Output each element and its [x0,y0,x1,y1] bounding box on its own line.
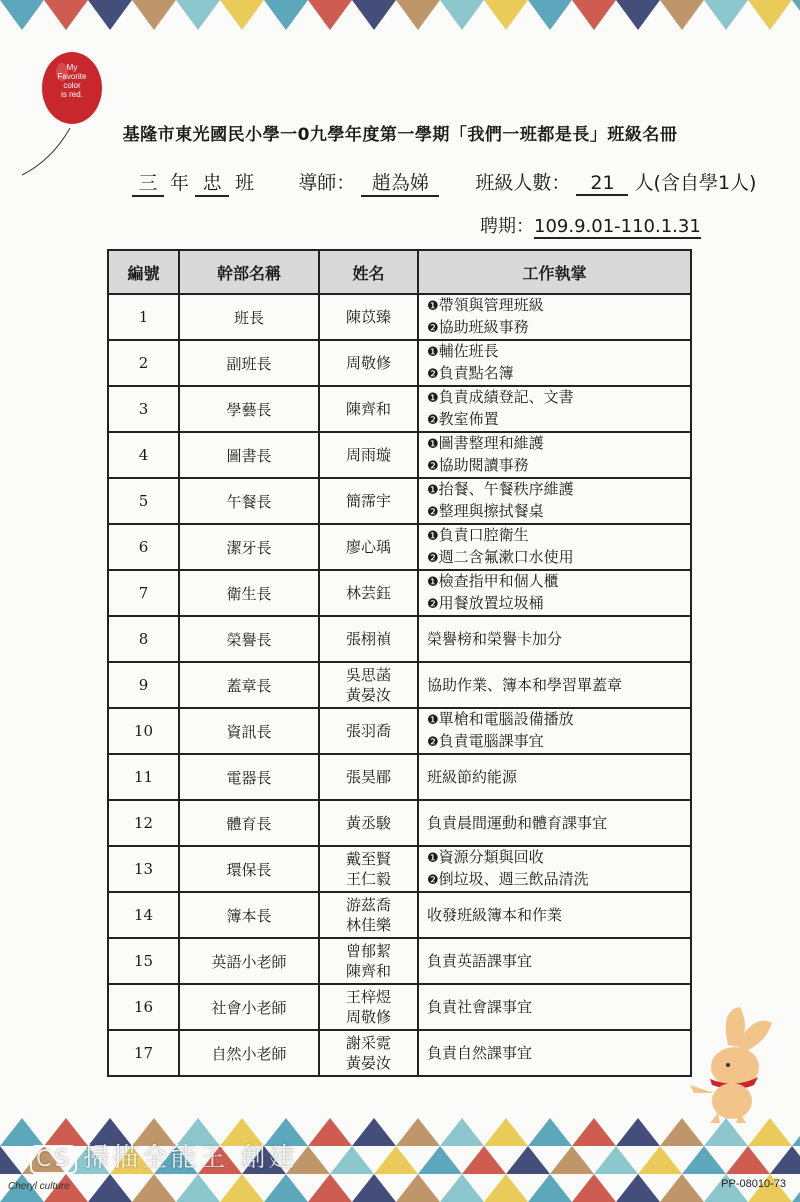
bunting-flag [484,1174,528,1202]
row-duties [418,662,691,708]
balloon-text-line: color [63,81,81,90]
bunting-flag [616,0,660,30]
duty-item [427,295,686,317]
duty-item [427,363,686,385]
row-names [319,478,418,524]
table-row [108,1030,691,1076]
student-name: 張昊郿 [345,768,391,786]
scanner-logo-icon: CS [30,1145,77,1174]
row-number: 4 [108,432,179,478]
row-role: 學藝長 [179,386,319,432]
row-number: 3 [108,386,179,432]
duty-marker: ❷ [427,413,439,428]
row-names [319,432,418,478]
header-name: 姓名 [319,250,418,294]
table-row [108,570,691,616]
duty-text: 週二含氟漱口水使用 [438,548,574,566]
duty-text: 負責成績登記、文書 [438,388,574,406]
bunting-flag [0,1146,22,1174]
duty-marker: ❷ [427,459,439,474]
duty-item [427,593,686,615]
term-period [480,212,701,238]
bunting-flag [528,0,572,30]
row-names [319,1030,418,1076]
student-name: 曾郁絜 [345,942,391,960]
row-number: 16 [108,984,179,1030]
table-row [108,616,691,662]
row-names [319,708,418,754]
duty-marker: ❶ [427,529,439,544]
bunting-flag [352,1118,396,1146]
class-info-line [132,168,756,197]
bunting-flag [308,1174,352,1202]
duty-text: 圖書整理和維護 [438,434,544,452]
row-duties [418,294,691,340]
row-role: 蓋章長 [179,662,319,708]
row-number: 7 [108,570,179,616]
student-name: 謝采霓 [345,1034,391,1052]
row-role: 潔牙長 [179,524,319,570]
duty-marker: ❷ [427,597,439,612]
duty-item [427,951,686,972]
duty-text: 負責社會課事宜 [427,997,533,1016]
table-row [108,386,691,432]
duty-text: 帶領與管理班級 [438,296,544,314]
bunting-flag [484,1118,528,1146]
duty-item [427,387,686,409]
student-name: 陳齊和 [345,400,391,418]
duty-text: 檢查指甲和個人櫃 [438,572,559,590]
row-duties [418,892,691,938]
duty-marker: ❷ [427,735,439,750]
bunting-flag [220,0,264,30]
row-number: 15 [108,938,179,984]
duty-text: 協助作業、簿本和學習單蓋章 [427,675,623,694]
duty-marker: ❷ [427,367,439,382]
class-roster-table [107,249,692,1077]
red-balloon-decoration [22,50,112,184]
row-names [319,846,418,892]
bunting-flag [264,1174,308,1202]
bunting-flag [616,1174,660,1202]
duty-text: 單槍和電腦設備播放 [438,710,574,728]
bunting-flag [308,1118,352,1146]
bunting-flag [88,1174,132,1202]
duty-text: 資源分類與回收 [438,848,544,866]
row-names [319,340,418,386]
bunting-flag [572,1118,616,1146]
table-row [108,846,691,892]
duty-text: 負責自然課事宜 [427,1043,533,1062]
top-bunting-decoration [0,0,800,34]
duty-marker: ❶ [427,851,439,866]
row-role: 社會小老師 [179,984,319,1030]
bunting-flag [396,1174,440,1202]
duty-text: 負責晨間運動和體育課事宜 [427,813,608,832]
bunting-flag [792,0,800,30]
bunting-flag [792,1174,800,1202]
student-name: 張羽喬 [345,722,391,740]
duty-item [427,341,686,363]
student-name: 吳思菡 [345,666,391,684]
row-duties [418,984,691,1030]
duty-item [427,905,686,926]
bunting-flag [44,0,88,30]
duty-item [427,547,686,569]
row-names [319,754,418,800]
duty-marker: ❶ [427,483,439,498]
duty-text: 倒垃圾、週三飲品清洗 [438,870,589,888]
duty-item [427,813,686,834]
bunting-flag [770,1146,800,1174]
duty-marker: ❶ [427,391,439,406]
student-name: 張栩禎 [345,630,391,648]
watermark-text: 掃描全能王 創建 [83,1143,298,1173]
row-role: 副班長 [179,340,319,386]
table-row [108,478,691,524]
row-names [319,294,418,340]
row-names [319,938,418,984]
duty-item [427,997,686,1018]
duty-marker: ❶ [427,713,439,728]
row-role: 體育長 [179,800,319,846]
student-name: 游茲喬 [345,896,391,914]
row-names [319,570,418,616]
duty-text: 用餐放置垃圾桶 [438,594,544,612]
table-header-row [108,250,691,294]
bunting-flag [176,1174,220,1202]
row-duties [418,708,691,754]
row-number: 14 [108,892,179,938]
duty-item [427,869,686,891]
table-row [108,294,691,340]
duty-text: 教室佈置 [438,410,499,428]
row-duties [418,616,691,662]
duty-text: 輔佐班長 [438,342,499,360]
duty-text: 負責點名簿 [438,364,514,382]
student-name: 簡霈宇 [345,492,391,510]
row-number: 1 [108,294,179,340]
row-number: 8 [108,616,179,662]
header-duties: 工作執掌 [418,250,691,294]
bunting-flag [440,1118,484,1146]
row-role: 自然小老師 [179,1030,319,1076]
row-names [319,892,418,938]
class-count-label: 班級人數： [475,172,571,194]
row-role: 電器長 [179,754,319,800]
row-names [319,662,418,708]
bunting-flag [792,1118,800,1146]
duty-text: 負責英語課事宜 [427,951,533,970]
duty-item [427,1043,686,1064]
duty-text: 協助閱讀事務 [438,456,529,474]
header-role: 幹部名稱 [179,250,319,294]
duty-text: 負責口腔衛生 [438,526,529,544]
row-duties [418,478,691,524]
table-row [108,524,691,570]
student-name: 王仁毅 [345,870,391,888]
row-role: 榮譽長 [179,616,319,662]
table-row [108,754,691,800]
bunting-flag [704,0,748,30]
table-row [108,432,691,478]
bunting-flag [440,0,484,30]
class-count-value: 21 [576,172,628,196]
row-duties [418,432,691,478]
row-number: 5 [108,478,179,524]
row-role: 衛生長 [179,570,319,616]
row-role: 簿本長 [179,892,319,938]
bunting-flag [220,1174,264,1202]
row-number: 6 [108,524,179,570]
student-name: 王梓煜 [345,988,391,1006]
bunting-flag [572,1174,616,1202]
bunting-flag [396,1118,440,1146]
duty-item [427,317,686,339]
bunting-flag [528,1174,572,1202]
student-name: 黃晏汝 [345,686,391,704]
row-role: 環保長 [179,846,319,892]
row-number: 9 [108,662,179,708]
bunting-flag [506,1146,550,1174]
duty-item [427,433,686,455]
bunting-flag [572,0,616,30]
row-names [319,524,418,570]
row-role: 資訊長 [179,708,319,754]
bunting-flag [0,0,44,30]
duty-text: 協助班級事務 [438,318,529,336]
term-label: 聘期： [480,216,534,237]
duty-item [427,767,686,788]
bunting-flag [352,1174,396,1202]
bunting-flag [726,1146,770,1174]
bunting-flag [396,0,440,30]
row-duties [418,340,691,386]
header-number: 編號 [108,250,179,294]
duty-item [427,455,686,477]
bunting-flag [550,1146,594,1174]
table-row [108,708,691,754]
duty-item [427,479,686,501]
duty-item [427,571,686,593]
student-name: 周敬修 [345,1008,391,1026]
bunting-flag [264,0,308,30]
student-name: 陳苡臻 [345,308,391,326]
duty-item [427,409,686,431]
bunting-flag [352,0,396,30]
duty-text: 抬餐、午餐秩序維護 [438,480,574,498]
row-number: 10 [108,708,179,754]
table-row [108,984,691,1030]
teacher-label: 導師： [298,172,356,194]
duty-item [427,709,686,731]
scanner-watermark [30,1137,298,1174]
table-row [108,800,691,846]
balloon-text-line: Favorite [57,72,87,81]
grade-suffix: 年 [170,172,190,194]
term-value: 109.9.01-110.1.31 [534,216,701,237]
row-duties [418,754,691,800]
row-number: 13 [108,846,179,892]
bunting-flag [638,1146,682,1174]
student-name: 陳齊和 [345,962,391,980]
student-name: 林芸鈺 [345,584,391,602]
row-duties [418,800,691,846]
table-row [108,662,691,708]
duty-item [427,501,686,523]
duty-item [427,675,686,696]
bunting-flag [418,1146,462,1174]
row-role: 班長 [179,294,319,340]
bunting-flag [308,0,352,30]
duty-text: 收發班級簿本和作業 [427,905,563,924]
bunting-flag [462,1146,506,1174]
bunting-flag [748,0,792,30]
student-name: 戴至賢 [345,850,391,868]
row-duties [418,386,691,432]
class-count-suffix: 人(含自學1人) [634,172,757,194]
bunting-flag [660,0,704,30]
duty-marker: ❷ [427,873,439,888]
class-name-value: 忠 [195,168,229,197]
duty-item [427,525,686,547]
table-row [108,938,691,984]
bunting-flag [88,0,132,30]
duty-marker: ❷ [427,505,439,520]
duty-item [427,629,686,650]
bunting-flag [330,1146,374,1174]
duty-text: 榮譽榜和榮譽卡加分 [427,629,563,648]
bunting-flag [682,1146,726,1174]
row-role: 英語小老師 [179,938,319,984]
bunting-flag [132,0,176,30]
balloon-text-line: My [66,63,78,72]
row-names [319,800,418,846]
row-role: 圖書長 [179,432,319,478]
duty-item [427,847,686,869]
row-names [319,616,418,662]
bunting-flag [132,1174,176,1202]
bunting-flag [484,0,528,30]
teacher-name: 趙為娣 [361,168,439,197]
student-name: 黃丞駿 [345,814,391,832]
bunting-flag [528,1118,572,1146]
grade-value: 三 [132,168,164,197]
bunting-flag [440,1174,484,1202]
duty-marker: ❶ [427,575,439,590]
duty-marker: ❶ [427,345,439,360]
bunting-flag [660,1174,704,1202]
bunting-flag [594,1146,638,1174]
duty-marker: ❶ [427,437,439,452]
duty-marker: ❷ [427,321,439,336]
row-duties [418,1030,691,1076]
row-number: 11 [108,754,179,800]
row-duties [418,938,691,984]
class-suffix: 班 [235,172,255,194]
rabbit-illustration [680,1005,790,1129]
student-name: 黃晏汝 [345,1054,391,1072]
brand-mark: Cheryl culture [8,1181,70,1192]
row-number: 2 [108,340,179,386]
row-number: 17 [108,1030,179,1076]
student-name: 周敬修 [345,354,391,372]
table-row [108,340,691,386]
bunting-flag [176,0,220,30]
bunting-flag [374,1146,418,1174]
duty-text: 整理與擦拭餐桌 [438,502,544,520]
row-names [319,984,418,1030]
student-name: 廖心瑀 [345,538,391,556]
student-name: 林佳樂 [345,916,391,934]
row-role: 午餐長 [179,478,319,524]
row-duties [418,846,691,892]
student-name: 周雨璇 [345,446,391,464]
duty-text: 班級節約能源 [427,767,518,786]
duty-marker: ❷ [427,551,439,566]
page-title: 基隆市東光國民小學一0九學年度第一學期「我們一班都是長」班級名冊 [122,125,678,145]
bunting-flag [616,1118,660,1146]
row-names [319,386,418,432]
row-duties [418,570,691,616]
table-row [108,892,691,938]
balloon-text-line: is red. [61,90,83,99]
duty-text: 負責電腦課事宜 [438,732,544,750]
row-duties [418,524,691,570]
row-number: 12 [108,800,179,846]
duty-marker: ❶ [427,299,439,314]
product-code: PP-08010-73 [721,1178,786,1190]
duty-item [427,731,686,753]
